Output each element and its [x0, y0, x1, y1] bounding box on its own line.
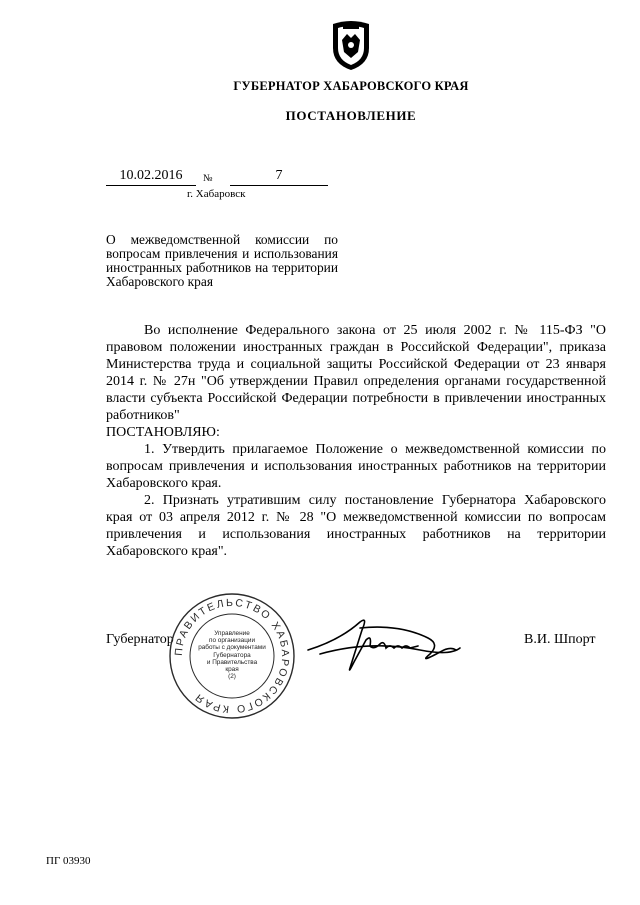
document-date: 10.02.2016: [106, 168, 196, 186]
document-type: ПОСТАНОВЛЕНИЕ: [285, 108, 417, 123]
footer-code: ПГ 03930: [46, 855, 91, 867]
document-number: 7: [230, 168, 328, 186]
resolve-heading: ПОСТАНОВЛЯЮ:: [106, 425, 220, 440]
stamp-inner-text: Управление по организации работы с документами Губернатора и Правительства края (2): [198, 630, 266, 681]
document-subject: О межведомственной комиссии по вопросам привлечения и использования иностранных работников на территории Хабаровского края: [106, 232, 338, 289]
item-2-paragraph: 2. Признать утратившим силу постановление Губернатора Хабаровского края от 03 апреля 2012 г. № 28 "О межведомственной комиссии по вопросам привлечения и использования иностранных работников на территории Хабаровского края".: [106, 493, 606, 559]
document-body: [106, 322, 606, 560]
signer-name: В.И. Шпорт: [524, 632, 596, 647]
coat-of-arms-icon: [329, 18, 373, 72]
organization-title: ГУБЕРНАТОР ХАБАРОВСКОГО КРАЯ: [233, 79, 469, 93]
preamble-paragraph: Во исполнение Федерального закона от 25 июля 2002 г. № 115-ФЗ "О правовом положении иностранных граждан в Российской Федерации", приказа Министерства труда и социальной защиты Российской Федерации от 23 января 2014 г. № 27н "Об утверждении Правил определения органами государственной власти субъекта Российской Федерации потребности в привлечении иностранных работников": [106, 323, 606, 423]
official-stamp: [168, 592, 296, 720]
handwritten-signature-icon: [300, 610, 470, 680]
number-sign: №: [203, 173, 213, 184]
item-1-paragraph: 1. Утвердить прилагаемое Положение о межведомственной комиссии по вопросам привлечения и использования иностранных работников на территории Хабаровского края.: [106, 442, 606, 491]
stamp-ring-text: ПРАВИТЕЛЬСТВО ХАБАРОВСКОГО КРАЯ: [172, 596, 292, 716]
document-place: г. Хабаровск: [187, 188, 246, 200]
signer-title: Губернатор: [106, 632, 174, 647]
